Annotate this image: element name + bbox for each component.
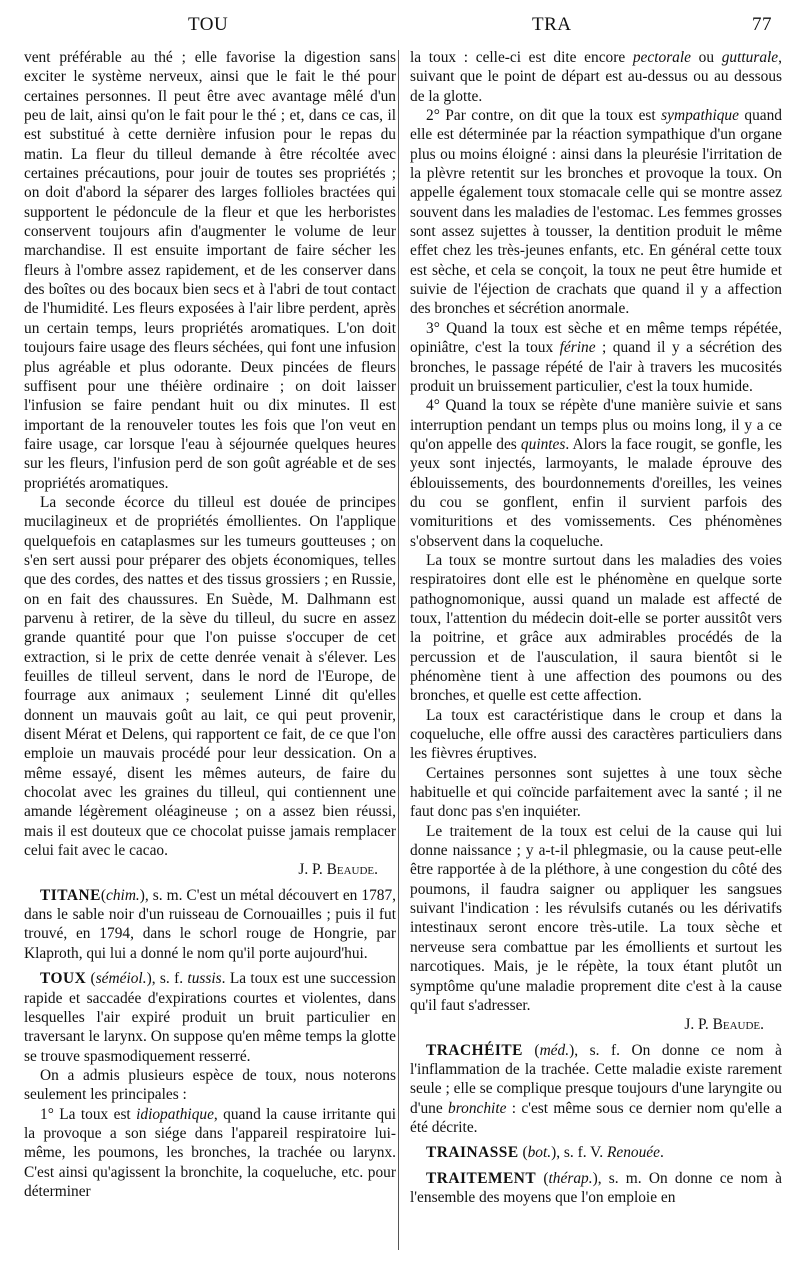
headword-toux: TOUX bbox=[40, 970, 87, 988]
headword-traitement: TRAITEMENT bbox=[426, 1169, 537, 1187]
entry-toux: TOUX (séméiol.), s. f. tussis. La toux est une succession rapide et saccadée d'expirations courtes et violentes, dans lesquelles l'air expiré produit un bruit particulier en traversant le larynx. On suppose qu'en même temps la glotte se trouve spasmodiquement resserré. bbox=[24, 970, 396, 1065]
domain-tag: bot. bbox=[527, 1144, 552, 1162]
toux-croup-paragraph: La toux est caractéristique dans le croup et dans la coqueluche, elle offre aussi des caractères particuliers dans les fièvres éruptives. bbox=[410, 706, 782, 763]
italic-term: sympathique bbox=[661, 107, 739, 125]
entry-traitement: TRAITEMENT (thérap.), s. m. On donne ce nom à l'ensemble des moyens que l'on emploie en bbox=[410, 1169, 782, 1206]
grammar-label: ), s. f. bbox=[146, 970, 188, 988]
text-run: ), s. f. On donne ce nom à l'inflammation de la trachée. Cette maladie existe rarement seule ; elle se complique presque toujours d'une laryngite ou d'une bbox=[410, 1041, 782, 1117]
latin-term: tussis bbox=[187, 970, 222, 988]
toux-kind-3 bbox=[410, 319, 782, 396]
tilleul-continuation-paragraph: vent préférable au thé ; elle favorise la digestion sans exciter le système nerveux, ainsi que le fait le thé pour certaines personnes. Il peut être avec avantage mêlé d'un peu de lait, ainsi qu'on le fait pour le thé ; et, dans ce cas, il est substitué à cette dernière infusion pour le repas du matin. La fleur du tilleul demande à être récoltée avec certaines précautions, pour jouir de toutes ses propriétés ; on doit d'abord la séparer des larges follioles bractées qui supportent le pédoncule de la fleur et que les herboristes conservent toujours afin d'augmenter le volume de leur marchandise. Il est ensuite important de faire sécher les fleurs à l'ombre assez rapidement, et de les conserver dans des boîtes ou des bocaux bien secs et à l'abri de tout contact de l'humidité. Les fleurs exposées à l'air libre perdent, après un certain temps, leurs propriétés aromatiques. L'on doit toujours faire usage des fleurs séchées, qui font une infusion plus agréable et plus odorante. Deux pincées de fleurs suffisent pour une théière ordinaire ; on doit laisser l'infusion se faire pendant huit ou dix minutes. Il est important de la renouveler toutes les fois que l'on veut en faire usage, car lorsque l'eau à séjournée quelques heures sur les fleurs, l'infusion perd de son goût agréable et de ses propriétés aromatiques. bbox=[24, 49, 396, 492]
left-column bbox=[24, 48, 396, 1201]
toux-kind-2 bbox=[410, 106, 782, 319]
domain-tag: séméiol. bbox=[95, 970, 147, 988]
toux-treatment-paragraph: Le traitement de la toux est celui de la cause qui lui donne naissance ; y a-t-il phlegmasie, ou la cause peut-elle être rapportée à de la pléthore, à une congestion du côté des poumons, il faudra saigner ou appliquer les sangsues suivant l'indication : les révulsifs cutanés ou les dérivatifs intestinaux seront encore très-utile. La toux sèche et nerveuse sera combattue par les émollients et surtout les narcotiques. Mais, je le répète, la toux étant plutôt un symptôme qu'une maladie proprement dite c'est à la cause qu'il faut s'adresser. bbox=[410, 822, 782, 1014]
text-run: quand elle est déterminée par la réaction sympathique d'un organe plus ou moins éloigné : ainsi dans la pleurésie l'irritation de la plèvre retentit sur les bronches et provoque la toux. On appelle également toux stomacale celle qui se montre assez souvent dans les maladies de l'estomac. Les femmes grosses sont assez sujettes à tousser, la dentition produit le même effet chez les très-jeunes enfants, etc. En général cette toux est sèche, et cela se conçoit, la toux ne peut être humide et suivie de l'éjection de crachats que quand il y a affection des bronches et sécrétion anormale. bbox=[410, 107, 782, 318]
toux-habitual-paragraph: Certaines personnes sont sujettes à une toux sèche habituelle et qui coïncide parfaitement avec la santé ; il ne faut donc pas s'en inquiéter. bbox=[410, 764, 782, 821]
domain-tag: chim. bbox=[106, 886, 140, 904]
item-number: 1° bbox=[40, 1105, 54, 1123]
text-run: Quand la toux se répète d'une manière suivie et sans interruption pendant un temps plus ou moins long, il y a ce qu'on appelle des bbox=[410, 397, 782, 453]
entry-tracheite: TRACHÉITE (méd.), s. f. On donne ce nom à l'inflammation de la trachée. Cette maladie existe rarement seule ; elle se complique presque toujours d'une laryngite ou d'une bronchite : c'est même sous ce dernier nom qu'elle a été décrite. bbox=[410, 1041, 782, 1136]
entry-text: . La toux est une succession rapide et saccadée d'expirations courtes et violentes, dans lesquelles l'air expiré produit un bruit particulier en traversant le larynx. On suppose qu'en même temps la glotte se trouve spasmodiquement resserré. bbox=[24, 970, 396, 1065]
text-run: la toux : celle-ci est dite encore bbox=[410, 49, 633, 66]
text-run: . Alors la face rougit, se gonfle, les yeux sont injectés, larmoyants, le malade éprouve des éblouissements, des bourdonnements d'oreilles, les veines du cou se gonflent, enfin il survient parfois des vomituritions et des vomissements. Ces phénomènes s'observent dans la coqueluche. bbox=[410, 435, 782, 550]
text-run: Par contre, on dit que la toux est bbox=[439, 107, 662, 125]
domain-tag: thérap. bbox=[548, 1169, 593, 1187]
toux-kind-1-continuation bbox=[410, 48, 782, 106]
item-number: 2° bbox=[426, 107, 440, 125]
author-signature: J. P. Beaude. bbox=[298, 861, 378, 879]
italic-term: pectorale bbox=[632, 49, 691, 66]
italic-term: Renouée bbox=[606, 1144, 660, 1162]
toux-kind-1 bbox=[24, 1105, 396, 1202]
text-run: ), s. f. V. bbox=[551, 1144, 607, 1162]
headword-tracheite: TRACHÉITE bbox=[426, 1041, 523, 1059]
domain-tag: méd. bbox=[539, 1041, 570, 1059]
item-number: 4° bbox=[426, 397, 440, 415]
header-left-word: TOU bbox=[188, 14, 229, 35]
page-number: 77 bbox=[752, 14, 772, 35]
entry-titane: TITANE(chim.), s. m. C'est un métal découvert en 1787, dans le sable noir d'un ruisseau de Cornouailles ; puis il fut trouvé, en 1794, dans le schorl rouge de Hongrie, par Klaproth, qui lui a donné le nom qu'il porte aujourd'hui. bbox=[24, 886, 396, 962]
toux-kind-4 bbox=[410, 396, 782, 551]
italic-term: bronchite bbox=[448, 1099, 507, 1117]
headword-trainasse: TRAINASSE bbox=[426, 1144, 519, 1162]
item-number: 3° bbox=[426, 319, 440, 337]
column-divider bbox=[398, 50, 399, 1250]
italic-term: idiopathique bbox=[136, 1105, 214, 1123]
running-head bbox=[0, 14, 800, 42]
italic-term: férine bbox=[559, 339, 596, 357]
author-signature: J. P. Beaude. bbox=[684, 1016, 764, 1034]
text-run: ou bbox=[690, 49, 722, 66]
toux-kinds-intro: On a admis plusieurs espèce de toux, nous noterons seulement les principales : bbox=[24, 1066, 396, 1104]
toux-respiratory-paragraph: La toux se montre surtout dans les maladies des voies respiratoires dont elle est le phénomène en quelque sorte pathognomonique, aussi quand un malade est affecté de toux, l'attention du médecin doit-elle se porter aussitôt vers la poitrine, et grâce aux admirables procédés de la percussion et de l'ausculation, il saura bientôt si le phénomène tient à une affection des poumons ou des bronches, et quelle est cette affection. bbox=[410, 551, 782, 705]
tilleul-bark-paragraph: La seconde écorce du tilleul est douée de principes mucilagineux et de propriétés émollientes. On l'applique quelquefois en cataplasmes sur les tumeurs goutteuses ; on s'en sert aussi pour préparer des objets économiques, telles que des cordes, des nattes et des tissus grossiers ; en Russie, on en fait des chaussures. En Suède, M. Dalhmann est parvenu à retirer, de la sève du tilleul, du sucre en assez grande quantité pour que l'on puisse s'occuper de cet extraction, si le prix de cette denrée venait à s'élever. Les feuilles de tilleul servent, dans le nord de l'Europe, de fourrage aux animaux ; seulement Linné dit qu'elles donnent un mauvais goût au lait, ce qui peut provenir, disent Mérat et Delens, qui rapportent ce fait, de ce que l'on emploie un mauvais procédé pour leur dessication. On a même essayé, disent les mêmes auteurs, de faire du chocolat avec les graines du tilleul, qui contiennent une amande légèrement oléagineuse ; on a assez bien réussi, mais il est douteux que ce chocolat puisse jamais remplacer celui fait avec le cacao. bbox=[24, 493, 396, 860]
right-column bbox=[410, 48, 782, 1207]
entry-trainasse: TRAINASSE (bot.), s. f. V. Renouée. bbox=[426, 1144, 664, 1162]
text-run: La toux est bbox=[53, 1105, 137, 1123]
entry-text: , s. m. C'est un métal découvert en 1787, dans le sable noir d'un ruisseau de Cornouailles ; puis il fut trouvé, en 1794, dans le schorl rouge de Hongrie, par Klaproth, qui lui a donné le nom qu'il porte aujourd'hui. bbox=[24, 886, 396, 962]
text-run: ; quand il y a sécrétion des bronches, le passage répété de l'air à travers les mucosités produit un bruissement particulier, c'est la toux humide. bbox=[410, 339, 782, 395]
italic-term: gutturale bbox=[721, 49, 779, 66]
header-center-word: TRA bbox=[532, 14, 572, 35]
text-run: , quand la cause irritante qui la provoque a son siége dans l'appareil respiratoire lui-même, les poumons, les bronches, la trachée ou larynx. C'est ainsi qu'agissent la bronchite, la coqueluche, etc. pour déterminer bbox=[24, 1105, 396, 1200]
text-run: ), s. m. On donne ce nom à l'ensemble des moyens que l'on emploie en bbox=[410, 1169, 782, 1206]
italic-term: quintes bbox=[520, 435, 566, 453]
text-run: : c'est même sous ce dernier nom qu'elle a été décrite. bbox=[410, 1099, 782, 1136]
text-run: Quand la toux est sèche et en même temps répétée, opiniâtre, c'est la toux bbox=[410, 319, 782, 357]
text-run: . bbox=[659, 1144, 664, 1162]
headword-titane: TITANE bbox=[40, 886, 101, 904]
text-run: , suivant que le point de départ est au-dessus ou au dessous de la glotte. bbox=[410, 49, 782, 105]
